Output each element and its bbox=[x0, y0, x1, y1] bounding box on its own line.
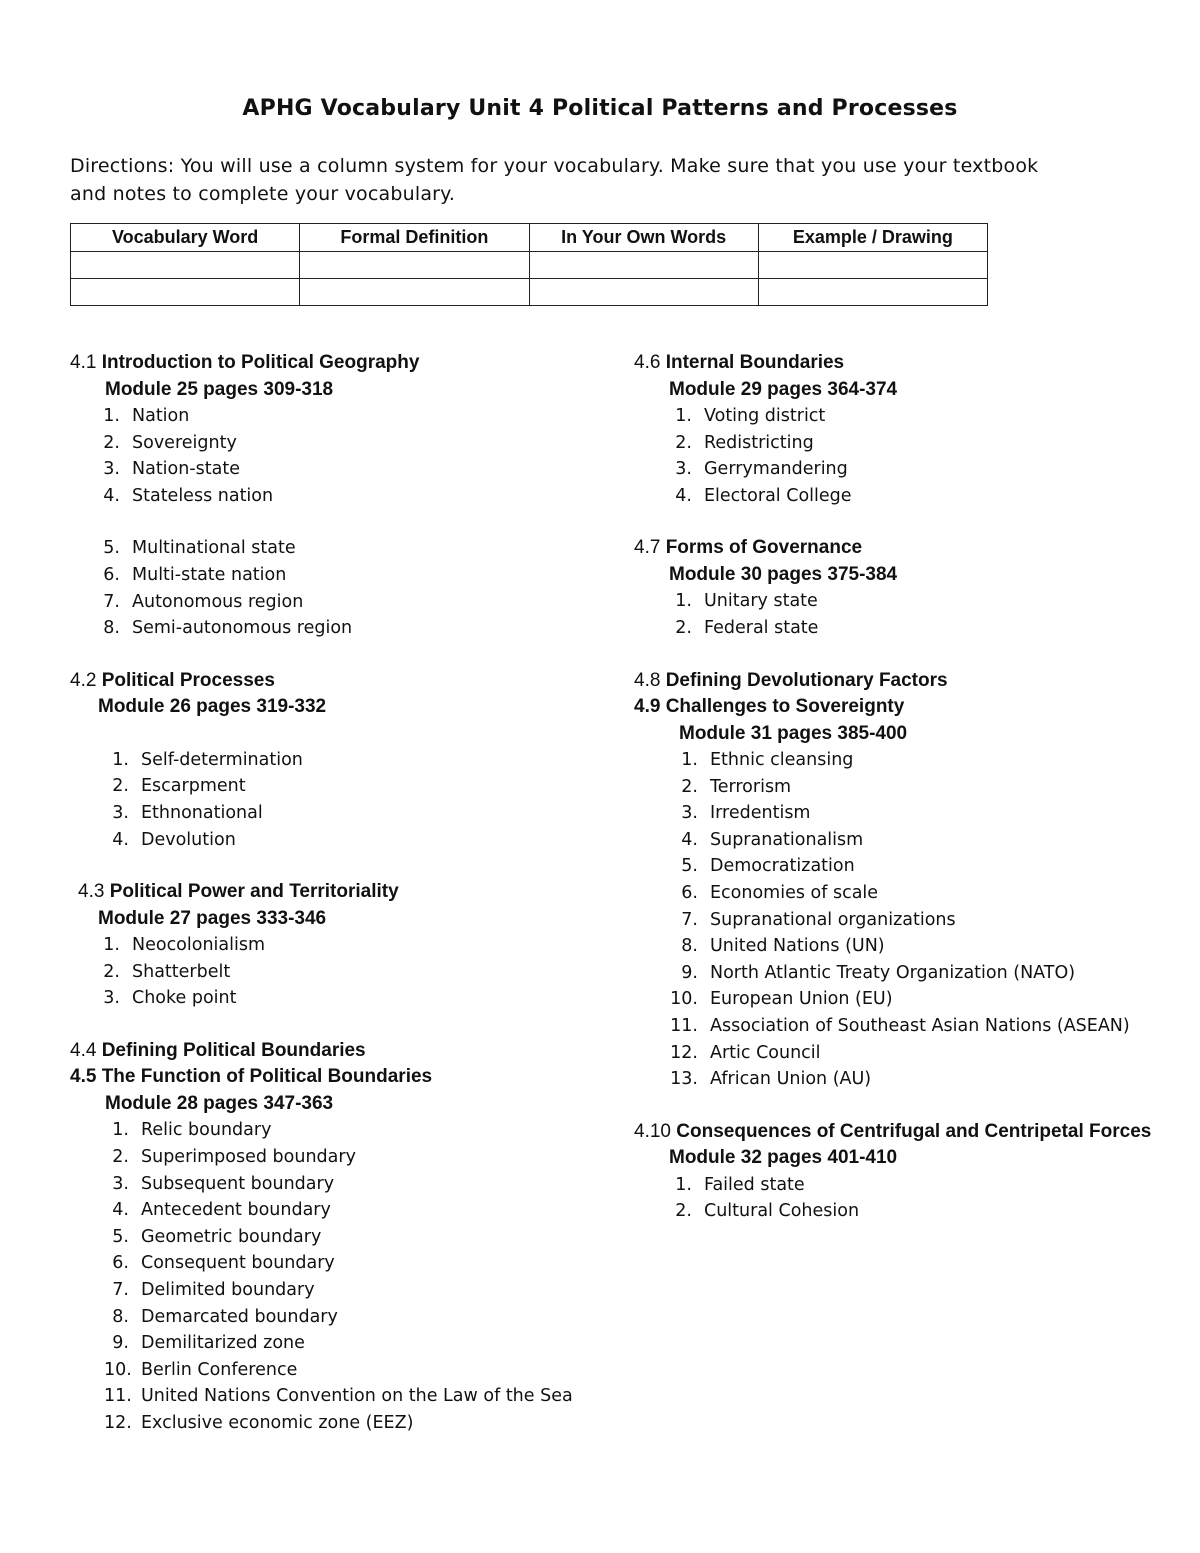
vocabulary-list bbox=[634, 403, 1174, 509]
list-item-term: Failed state bbox=[704, 1174, 805, 1195]
list-item bbox=[634, 853, 1174, 880]
list-item-number: 8. bbox=[103, 618, 120, 639]
section-heading: 4.8 Defining Devolutionary Factors bbox=[634, 669, 948, 691]
list-item bbox=[70, 1304, 610, 1331]
section-4-7 bbox=[634, 535, 1174, 641]
list-item-number: 9. bbox=[681, 962, 698, 983]
list-item-term: Geometric boundary bbox=[141, 1226, 322, 1247]
list-item bbox=[70, 959, 610, 986]
vocabulary-list bbox=[70, 932, 610, 1012]
list-item-term: North Atlantic Treaty Organization (NATO) bbox=[710, 962, 1076, 983]
list-item bbox=[70, 985, 610, 1012]
list-item bbox=[70, 800, 610, 827]
list-item bbox=[634, 880, 1174, 907]
table-cell bbox=[758, 279, 987, 306]
right-column bbox=[634, 350, 1174, 1251]
module-reference: Module 28 pages 347-363 bbox=[105, 1092, 334, 1114]
list-item-number: 1. bbox=[675, 591, 692, 612]
list-item-number: 13. bbox=[670, 1069, 698, 1090]
list-item-term: Economies of scale bbox=[710, 883, 879, 904]
table-cell bbox=[529, 279, 758, 306]
list-item bbox=[634, 1013, 1174, 1040]
module-reference: Module 27 pages 333-346 bbox=[98, 907, 327, 929]
section-4-4-4-5 bbox=[70, 1038, 610, 1437]
list-item bbox=[634, 1066, 1174, 1093]
header-vocabulary-word: Vocabulary Word bbox=[71, 224, 300, 252]
list-item-term: Redistricting bbox=[704, 432, 814, 453]
table-row bbox=[71, 279, 988, 306]
list-item-term: Unitary state bbox=[704, 591, 818, 612]
module-reference: Module 25 pages 309-318 bbox=[105, 378, 334, 400]
list-item-term: Terrorism bbox=[710, 776, 792, 797]
list-item-term: Voting district bbox=[704, 406, 826, 426]
section-heading: 4.4 Defining Political Boundaries bbox=[70, 1039, 366, 1061]
list-item bbox=[634, 800, 1174, 827]
list-item-term: United Nations Convention on the Law of the Sea bbox=[141, 1386, 573, 1407]
list-item bbox=[70, 403, 610, 430]
list-item-number: 7. bbox=[112, 1279, 129, 1300]
list-item-number: 2. bbox=[103, 432, 120, 453]
list-item-term: Exclusive economic zone (EEZ) bbox=[141, 1412, 414, 1433]
list-item bbox=[634, 907, 1174, 934]
vocabulary-list bbox=[70, 403, 610, 509]
table-cell bbox=[529, 252, 758, 279]
list-item-term: Nation bbox=[132, 406, 190, 426]
list-item-term: Berlin Conference bbox=[141, 1359, 298, 1380]
list-item-number: 12. bbox=[104, 1412, 132, 1433]
list-item bbox=[70, 456, 610, 483]
list-item-number: 2. bbox=[112, 776, 129, 797]
list-item-number: 1. bbox=[112, 749, 129, 770]
list-item-term: Devolution bbox=[141, 829, 236, 850]
module-reference: Module 32 pages 401-410 bbox=[669, 1147, 898, 1169]
list-item-term: African Union (AU) bbox=[710, 1069, 872, 1090]
list-item bbox=[70, 773, 610, 800]
list-item bbox=[634, 456, 1174, 483]
section-heading: 4.6 Internal Boundaries bbox=[634, 352, 845, 373]
list-item-term: Antecedent boundary bbox=[141, 1200, 331, 1221]
left-column bbox=[70, 350, 610, 1463]
list-item-term: Self-determination bbox=[141, 749, 303, 770]
list-item-term: Choke point bbox=[132, 988, 237, 1009]
module-reference: Module 26 pages 319-332 bbox=[98, 696, 327, 718]
list-item-number: 2. bbox=[112, 1147, 129, 1167]
list-item-number: 6. bbox=[681, 883, 698, 904]
list-item bbox=[634, 960, 1174, 987]
list-item-term: Democratization bbox=[710, 856, 855, 877]
section-heading: 4.7 Forms of Governance bbox=[634, 537, 863, 559]
list-item-number: 7. bbox=[681, 909, 698, 930]
list-item bbox=[70, 1144, 610, 1171]
list-item-term: Federal state bbox=[704, 617, 819, 638]
section-4-6 bbox=[634, 350, 1174, 509]
list-item-number: 1. bbox=[675, 406, 692, 426]
list-item-term: United Nations (UN) bbox=[710, 936, 885, 957]
list-item-number: 1. bbox=[103, 406, 120, 426]
list-item bbox=[70, 1224, 610, 1251]
list-item-term: Supranationalism bbox=[710, 829, 864, 850]
list-item-number: 2. bbox=[681, 776, 698, 797]
list-item bbox=[634, 827, 1174, 854]
list-item-term: Ethnic cleansing bbox=[710, 750, 854, 771]
list-item-term: Delimited boundary bbox=[141, 1279, 315, 1300]
list-item bbox=[70, 1197, 610, 1224]
list-item bbox=[634, 615, 1174, 642]
table-cell bbox=[300, 252, 529, 279]
list-item bbox=[634, 588, 1174, 615]
list-item-number: 4. bbox=[103, 485, 120, 506]
vocabulary-list bbox=[70, 1117, 610, 1436]
list-item-term: Supranational organizations bbox=[710, 909, 956, 930]
list-item bbox=[70, 430, 610, 457]
header-in-your-own-words: In Your Own Words bbox=[529, 224, 758, 252]
list-item-term: Electoral College bbox=[704, 485, 852, 506]
list-item bbox=[634, 747, 1174, 774]
list-item bbox=[70, 1250, 610, 1277]
list-item-number: 5. bbox=[103, 538, 120, 559]
list-item bbox=[70, 483, 610, 510]
list-item-number: 1. bbox=[675, 1174, 692, 1195]
section-heading: 4.3 Political Power and Territoriality bbox=[78, 881, 399, 903]
directions-text: Directions: You will use a column system for your vocabulary. Make sure that you use your textbook and notes to complete your vocabulary. bbox=[70, 155, 1039, 205]
list-item-term: Irredentism bbox=[710, 803, 811, 824]
list-item-number: 10. bbox=[104, 1359, 132, 1380]
list-item bbox=[634, 774, 1174, 801]
vocabulary-list bbox=[634, 747, 1174, 1093]
list-item-term: Relic boundary bbox=[141, 1120, 272, 1141]
vocabulary-list bbox=[634, 588, 1174, 641]
list-item-term: Shatterbelt bbox=[132, 961, 231, 982]
vocabulary-list bbox=[70, 535, 610, 641]
table-row bbox=[71, 252, 988, 279]
list-item bbox=[634, 483, 1174, 510]
list-item-number: 2. bbox=[675, 432, 692, 453]
list-item-number: 4. bbox=[675, 485, 692, 506]
list-item-number: 2. bbox=[675, 617, 692, 638]
vocabulary-list bbox=[634, 1172, 1174, 1225]
list-item bbox=[70, 1277, 610, 1304]
list-item-number: 2. bbox=[675, 1201, 692, 1222]
list-item-term: European Union (EU) bbox=[710, 989, 893, 1010]
section-heading: 4.2 Political Processes bbox=[70, 669, 275, 691]
list-item-number: 8. bbox=[681, 936, 698, 957]
list-item bbox=[634, 1198, 1174, 1225]
table-cell bbox=[71, 252, 300, 279]
list-item-number: 4. bbox=[112, 829, 129, 850]
list-item-number: 1. bbox=[103, 935, 120, 956]
module-reference: Module 29 pages 364-374 bbox=[669, 378, 898, 400]
list-item-number: 3. bbox=[103, 988, 120, 1009]
list-item bbox=[70, 1410, 610, 1437]
list-item-number: 7. bbox=[103, 591, 120, 612]
list-item-term: Superimposed boundary bbox=[141, 1147, 356, 1167]
list-item bbox=[634, 986, 1174, 1013]
module-reference: Module 30 pages 375-384 bbox=[669, 563, 898, 585]
vocabulary-list bbox=[70, 747, 610, 853]
list-item bbox=[70, 932, 610, 959]
header-formal-definition: Formal Definition bbox=[300, 224, 529, 252]
vocabulary-column-table bbox=[70, 223, 988, 306]
page-title: APHG Vocabulary Unit 4 Political Patterns and Processes bbox=[242, 96, 958, 121]
list-item-number: 3. bbox=[112, 1173, 129, 1194]
list-item bbox=[634, 403, 1174, 430]
list-item-term: Sovereignty bbox=[132, 432, 237, 453]
header-example-drawing: Example / Drawing bbox=[758, 224, 987, 252]
section-4-10 bbox=[634, 1119, 1174, 1225]
list-item-number: 1. bbox=[112, 1120, 129, 1141]
list-item-number: 11. bbox=[104, 1386, 132, 1407]
list-item-number: 5. bbox=[681, 856, 698, 877]
list-item-number: 6. bbox=[103, 564, 120, 585]
list-item bbox=[634, 933, 1174, 960]
list-item bbox=[70, 1117, 610, 1144]
list-item-term: Escarpment bbox=[141, 776, 246, 797]
list-item-number: 4. bbox=[681, 829, 698, 850]
list-item bbox=[634, 430, 1174, 457]
list-item-term: Association of Southeast Asian Nations (ASEAN) bbox=[710, 1016, 1130, 1036]
list-item bbox=[634, 1172, 1174, 1199]
list-item-number: 3. bbox=[675, 459, 692, 480]
table-header-row bbox=[71, 224, 988, 252]
list-item-number: 1. bbox=[681, 750, 698, 771]
list-item-number: 8. bbox=[112, 1306, 129, 1327]
list-item-number: 12. bbox=[670, 1042, 698, 1063]
section-heading: 4.5 The Function of Political Boundaries bbox=[70, 1066, 433, 1088]
list-item bbox=[70, 1383, 610, 1410]
list-item-number: 11. bbox=[670, 1016, 698, 1036]
list-item bbox=[70, 589, 610, 616]
list-item bbox=[634, 1040, 1174, 1067]
list-item-number: 5. bbox=[112, 1226, 129, 1247]
list-item-term: Demarcated boundary bbox=[141, 1306, 338, 1327]
list-item-term: Stateless nation bbox=[132, 485, 274, 506]
list-item-number: 9. bbox=[112, 1333, 129, 1354]
list-item-term: Artic Council bbox=[710, 1042, 821, 1063]
section-heading: 4.1 Introduction to Political Geography bbox=[70, 352, 420, 373]
section-heading: 4.10 Consequences of Centrifugal and Centripetal Forces bbox=[634, 1120, 1152, 1142]
list-item-number: 3. bbox=[103, 459, 120, 480]
list-item bbox=[70, 1171, 610, 1198]
list-item-term: Nation-state bbox=[132, 459, 240, 480]
list-item-number: 10. bbox=[670, 989, 698, 1010]
table-cell bbox=[758, 252, 987, 279]
list-item bbox=[70, 1357, 610, 1384]
list-item-number: 3. bbox=[681, 803, 698, 824]
list-item bbox=[70, 747, 610, 774]
list-item-number: 4. bbox=[112, 1200, 129, 1221]
list-item-term: Gerrymandering bbox=[704, 459, 848, 480]
list-item-term: Consequent boundary bbox=[141, 1253, 335, 1274]
list-item-term: Demilitarized zone bbox=[141, 1333, 305, 1354]
list-item-term: Autonomous region bbox=[132, 591, 304, 612]
list-item bbox=[70, 535, 610, 562]
list-item bbox=[70, 615, 610, 642]
list-item-term: Multi-state nation bbox=[132, 564, 287, 585]
section-4-1 bbox=[70, 350, 610, 642]
list-item-term: Ethnonational bbox=[141, 802, 263, 823]
list-item-term: Cultural Cohesion bbox=[704, 1201, 860, 1222]
list-item-term: Neocolonialism bbox=[132, 935, 266, 956]
list-item bbox=[70, 1330, 610, 1357]
list-item-number: 3. bbox=[112, 802, 129, 823]
table-cell bbox=[300, 279, 529, 306]
module-reference: Module 31 pages 385-400 bbox=[679, 722, 908, 744]
list-item-term: Multinational state bbox=[132, 538, 296, 559]
list-item-term: Subsequent boundary bbox=[141, 1173, 335, 1194]
list-item bbox=[70, 827, 610, 854]
list-item-number: 6. bbox=[112, 1253, 129, 1274]
section-4-2 bbox=[70, 668, 610, 853]
section-4-8-4-9 bbox=[634, 668, 1174, 1093]
list-item-term: Semi-autonomous region bbox=[132, 618, 353, 639]
list-item bbox=[70, 562, 610, 589]
list-item-number: 2. bbox=[103, 961, 120, 982]
table-cell bbox=[71, 279, 300, 306]
section-4-3 bbox=[70, 879, 610, 1012]
section-heading: 4.9 Challenges to Sovereignty bbox=[634, 696, 905, 718]
